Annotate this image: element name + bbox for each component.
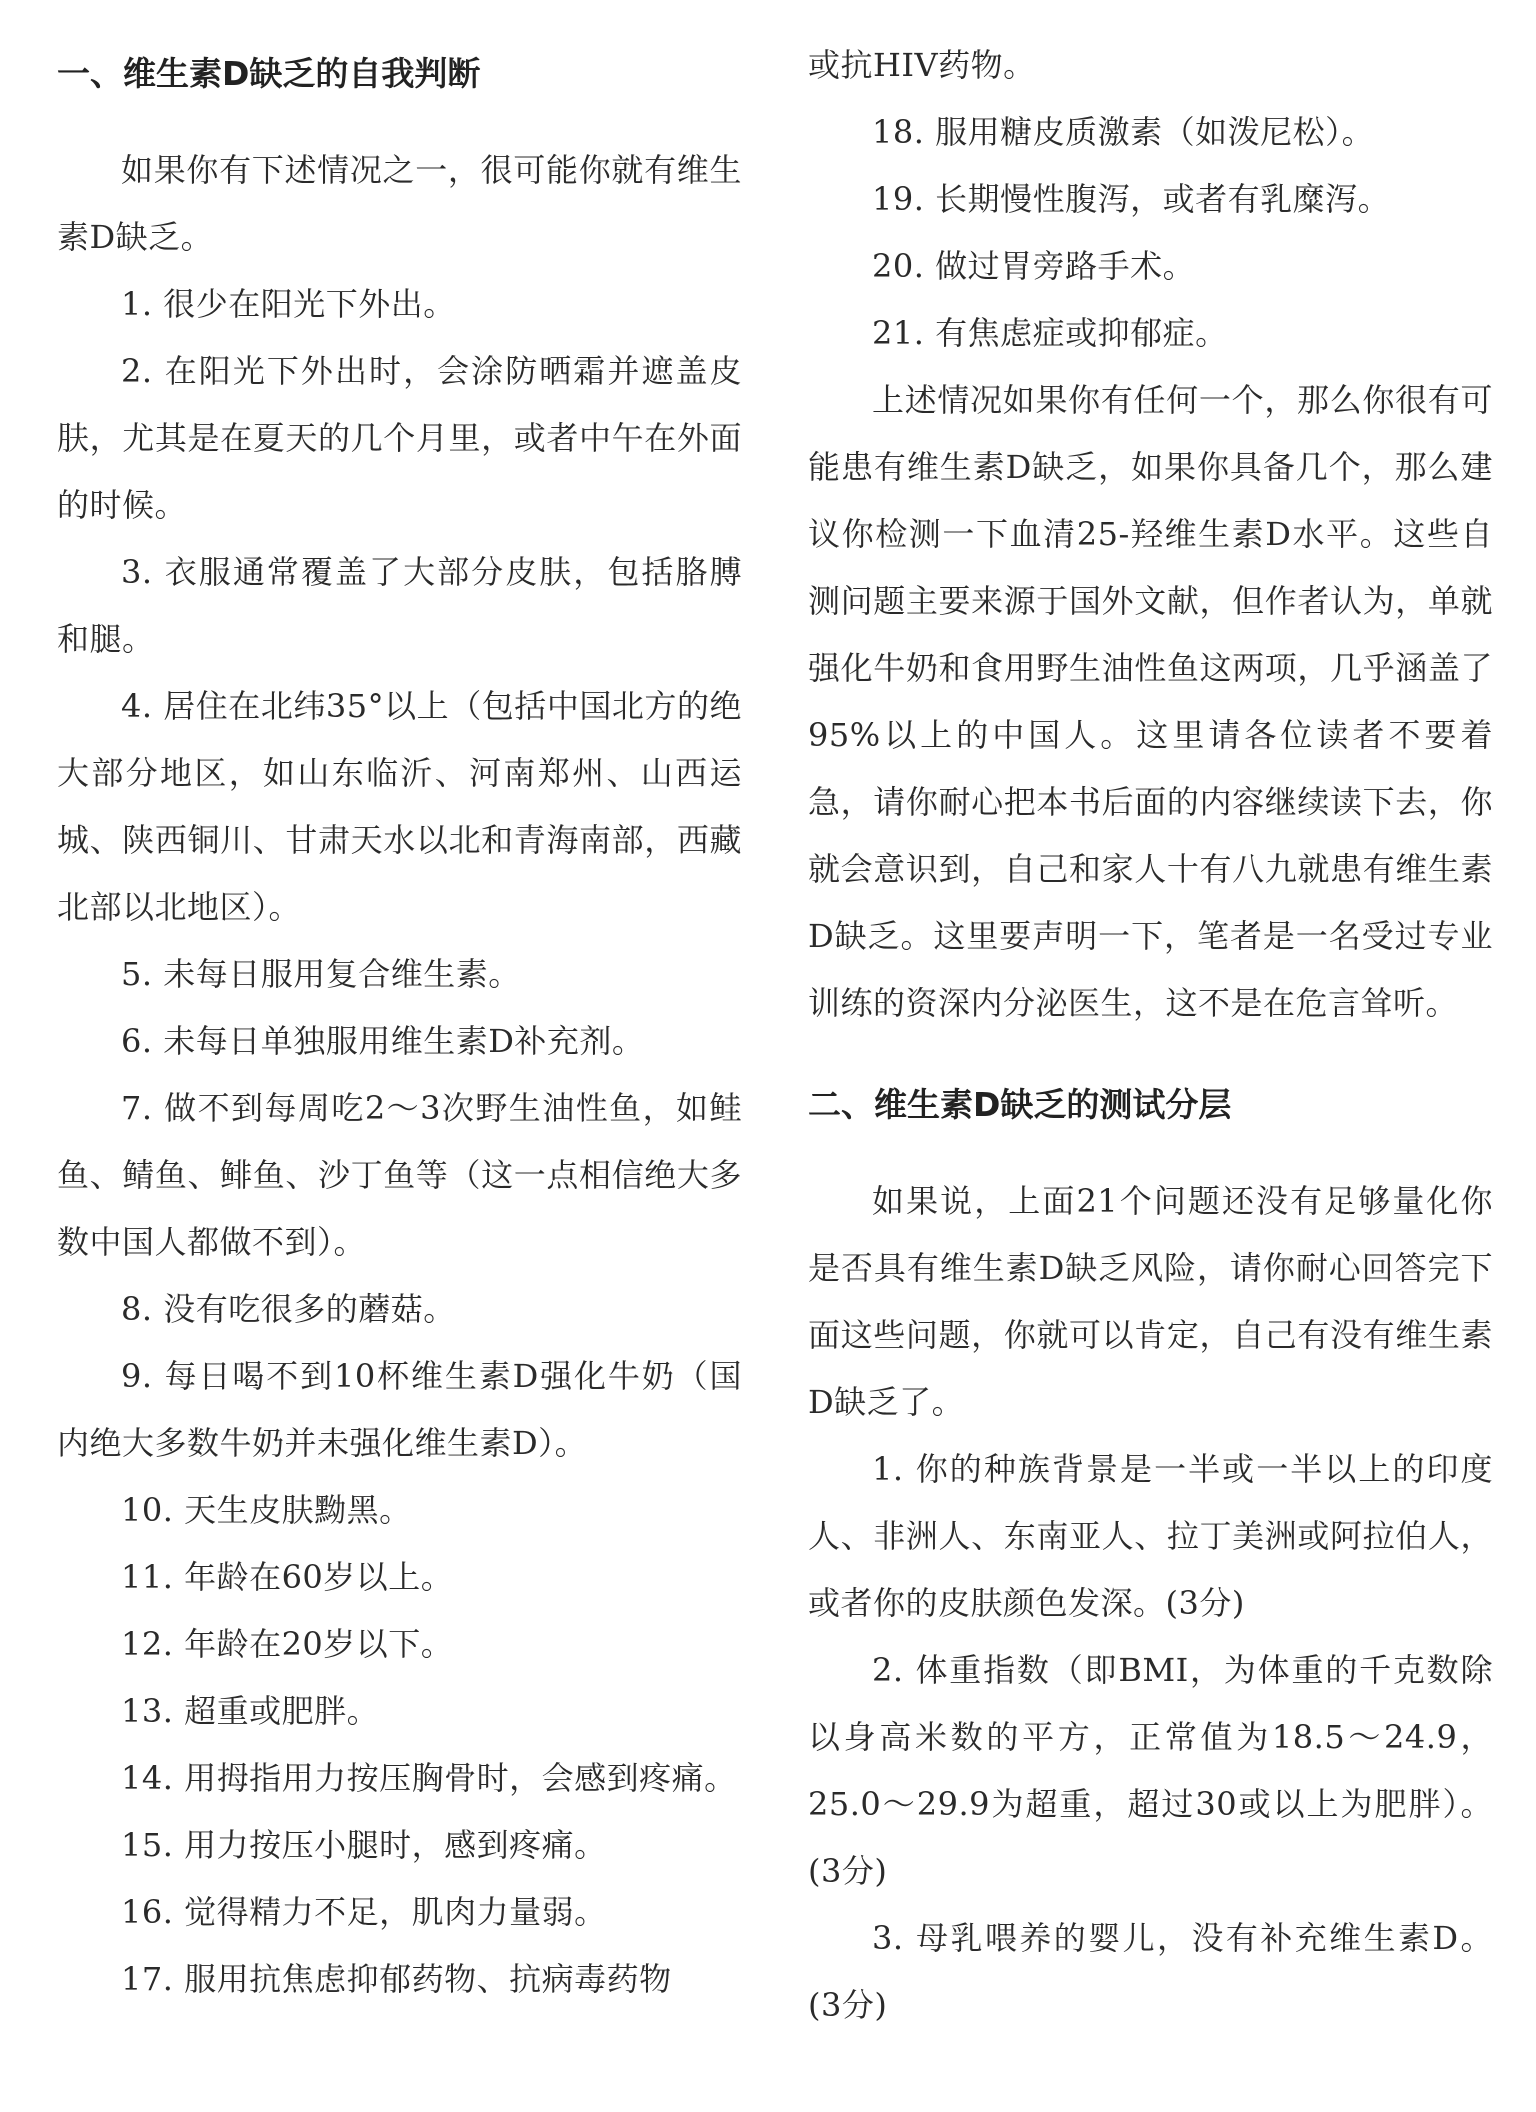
intro-paragraph: 如果你有下述情况之一，很可能你就有维生素D缺乏。 (57, 151, 742, 256)
list-item: 2. 在阳光下外出时，会涂防晒霜并遮盖皮肤，尤其是在夏天的几个月里，或者中午在外面的时候。 (57, 352, 742, 524)
list-item: 12. 年龄在20岁以下。 (121, 1625, 454, 1663)
list-item: 1. 很少在阳光下外出。 (121, 285, 456, 323)
list-item: 6. 未每日单独服用维生素D补充剂。 (121, 1022, 645, 1060)
list-item: 7. 做不到每周吃2～3次野生油性鱼，如鲑鱼、鲭鱼、鲱鱼、沙丁鱼等（这一点相信绝大多数中国人都做不到）。 (57, 1089, 742, 1261)
list-item: 17. 服用抗焦虑抑郁药物、抗病毒药物 (121, 1960, 672, 1998)
list-item: 11. 年龄在60岁以上。 (121, 1558, 454, 1596)
section-heading-2: 二、维生素D缺乏的测试分层 (808, 1085, 1232, 1124)
list-item: 19. 长期慢性腹泻，或者有乳糜泻。 (872, 180, 1391, 218)
list-item: 18. 服用糖皮质激素（如泼尼松）。 (872, 113, 1375, 151)
left-column (57, 40, 742, 2013)
list-item: 13. 超重或肥胖。 (121, 1692, 380, 1730)
list-item: 21. 有焦虑症或抑郁症。 (872, 314, 1228, 352)
list-item: 3. 衣服通常覆盖了大部分皮肤，包括胳膊和腿。 (57, 553, 742, 658)
list-item: 4. 居住在北纬35°以上（包括中国北方的绝大部分地区，如山东临沂、河南郑州、山西运城、陕西铜川、甘肃天水以北和青海南部，西藏北部以北地区）。 (57, 687, 742, 926)
intro-paragraph-2: 如果说，上面21个问题还没有足够量化你是否具有维生素D缺乏风险，请你耐心回答完下面这些问题，你就可以肯定，自己有没有维生素D缺乏了。 (808, 1182, 1493, 1421)
list-item: 14. 用拇指用力按压胸骨时，会感到疼痛。 (121, 1759, 737, 1797)
section-heading-1: 一、维生素D缺乏的自我判断 (57, 54, 481, 93)
right-column (808, 32, 1493, 2039)
summary-paragraph: 上述情况如果你有任何一个，那么你很有可能患有维生素D缺乏，如果你具备几个，那么建议你检测一下血清25-羟维生素D水平。这些自测问题主要来源于国外文献，但作者认为，单就强化牛奶和食用野生油性鱼这两项，几乎涵盖了95%以上的中国人。这里请各位读者不要着急，请你耐心把本书后面的内容继续读下去，你就会意识到，自己和家人十有八九就患有维生素D缺乏。这里要声明一下，笔者是一名受过专业训练的资深内分泌医生，这不是在危言耸听。 (808, 381, 1493, 1022)
test-item: 3. 母乳喂养的婴儿，没有补充维生素D。(3分) (808, 1919, 1493, 2024)
continuation-text: 或抗HIV药物。 (808, 46, 1036, 84)
list-item: 5. 未每日服用复合维生素。 (121, 955, 521, 993)
list-item: 9. 每日喝不到10杯维生素D强化牛奶（国内绝大多数牛奶并未强化维生素D）。 (57, 1357, 742, 1462)
list-item: 20. 做过胃旁路手术。 (872, 247, 1196, 285)
list-item: 15. 用力按压小腿时，感到疼痛。 (121, 1826, 607, 1864)
list-item: 8. 没有吃很多的蘑菇。 (121, 1290, 456, 1328)
test-item: 2. 体重指数（即BMI，为体重的千克数除以身高米数的平方，正常值为18.5～24.9，25.0～29.9为超重，超过30或以上为肥胖）。(3分) (808, 1651, 1493, 1890)
list-item: 16. 觉得精力不足，肌肉力量弱。 (121, 1893, 607, 1931)
list-item: 10. 天生皮肤黝黑。 (121, 1491, 412, 1529)
test-item: 1. 你的种族背景是一半或一半以上的印度人、非洲人、东南亚人、拉丁美洲或阿拉伯人，或者你的皮肤颜色发深。(3分) (808, 1450, 1493, 1622)
